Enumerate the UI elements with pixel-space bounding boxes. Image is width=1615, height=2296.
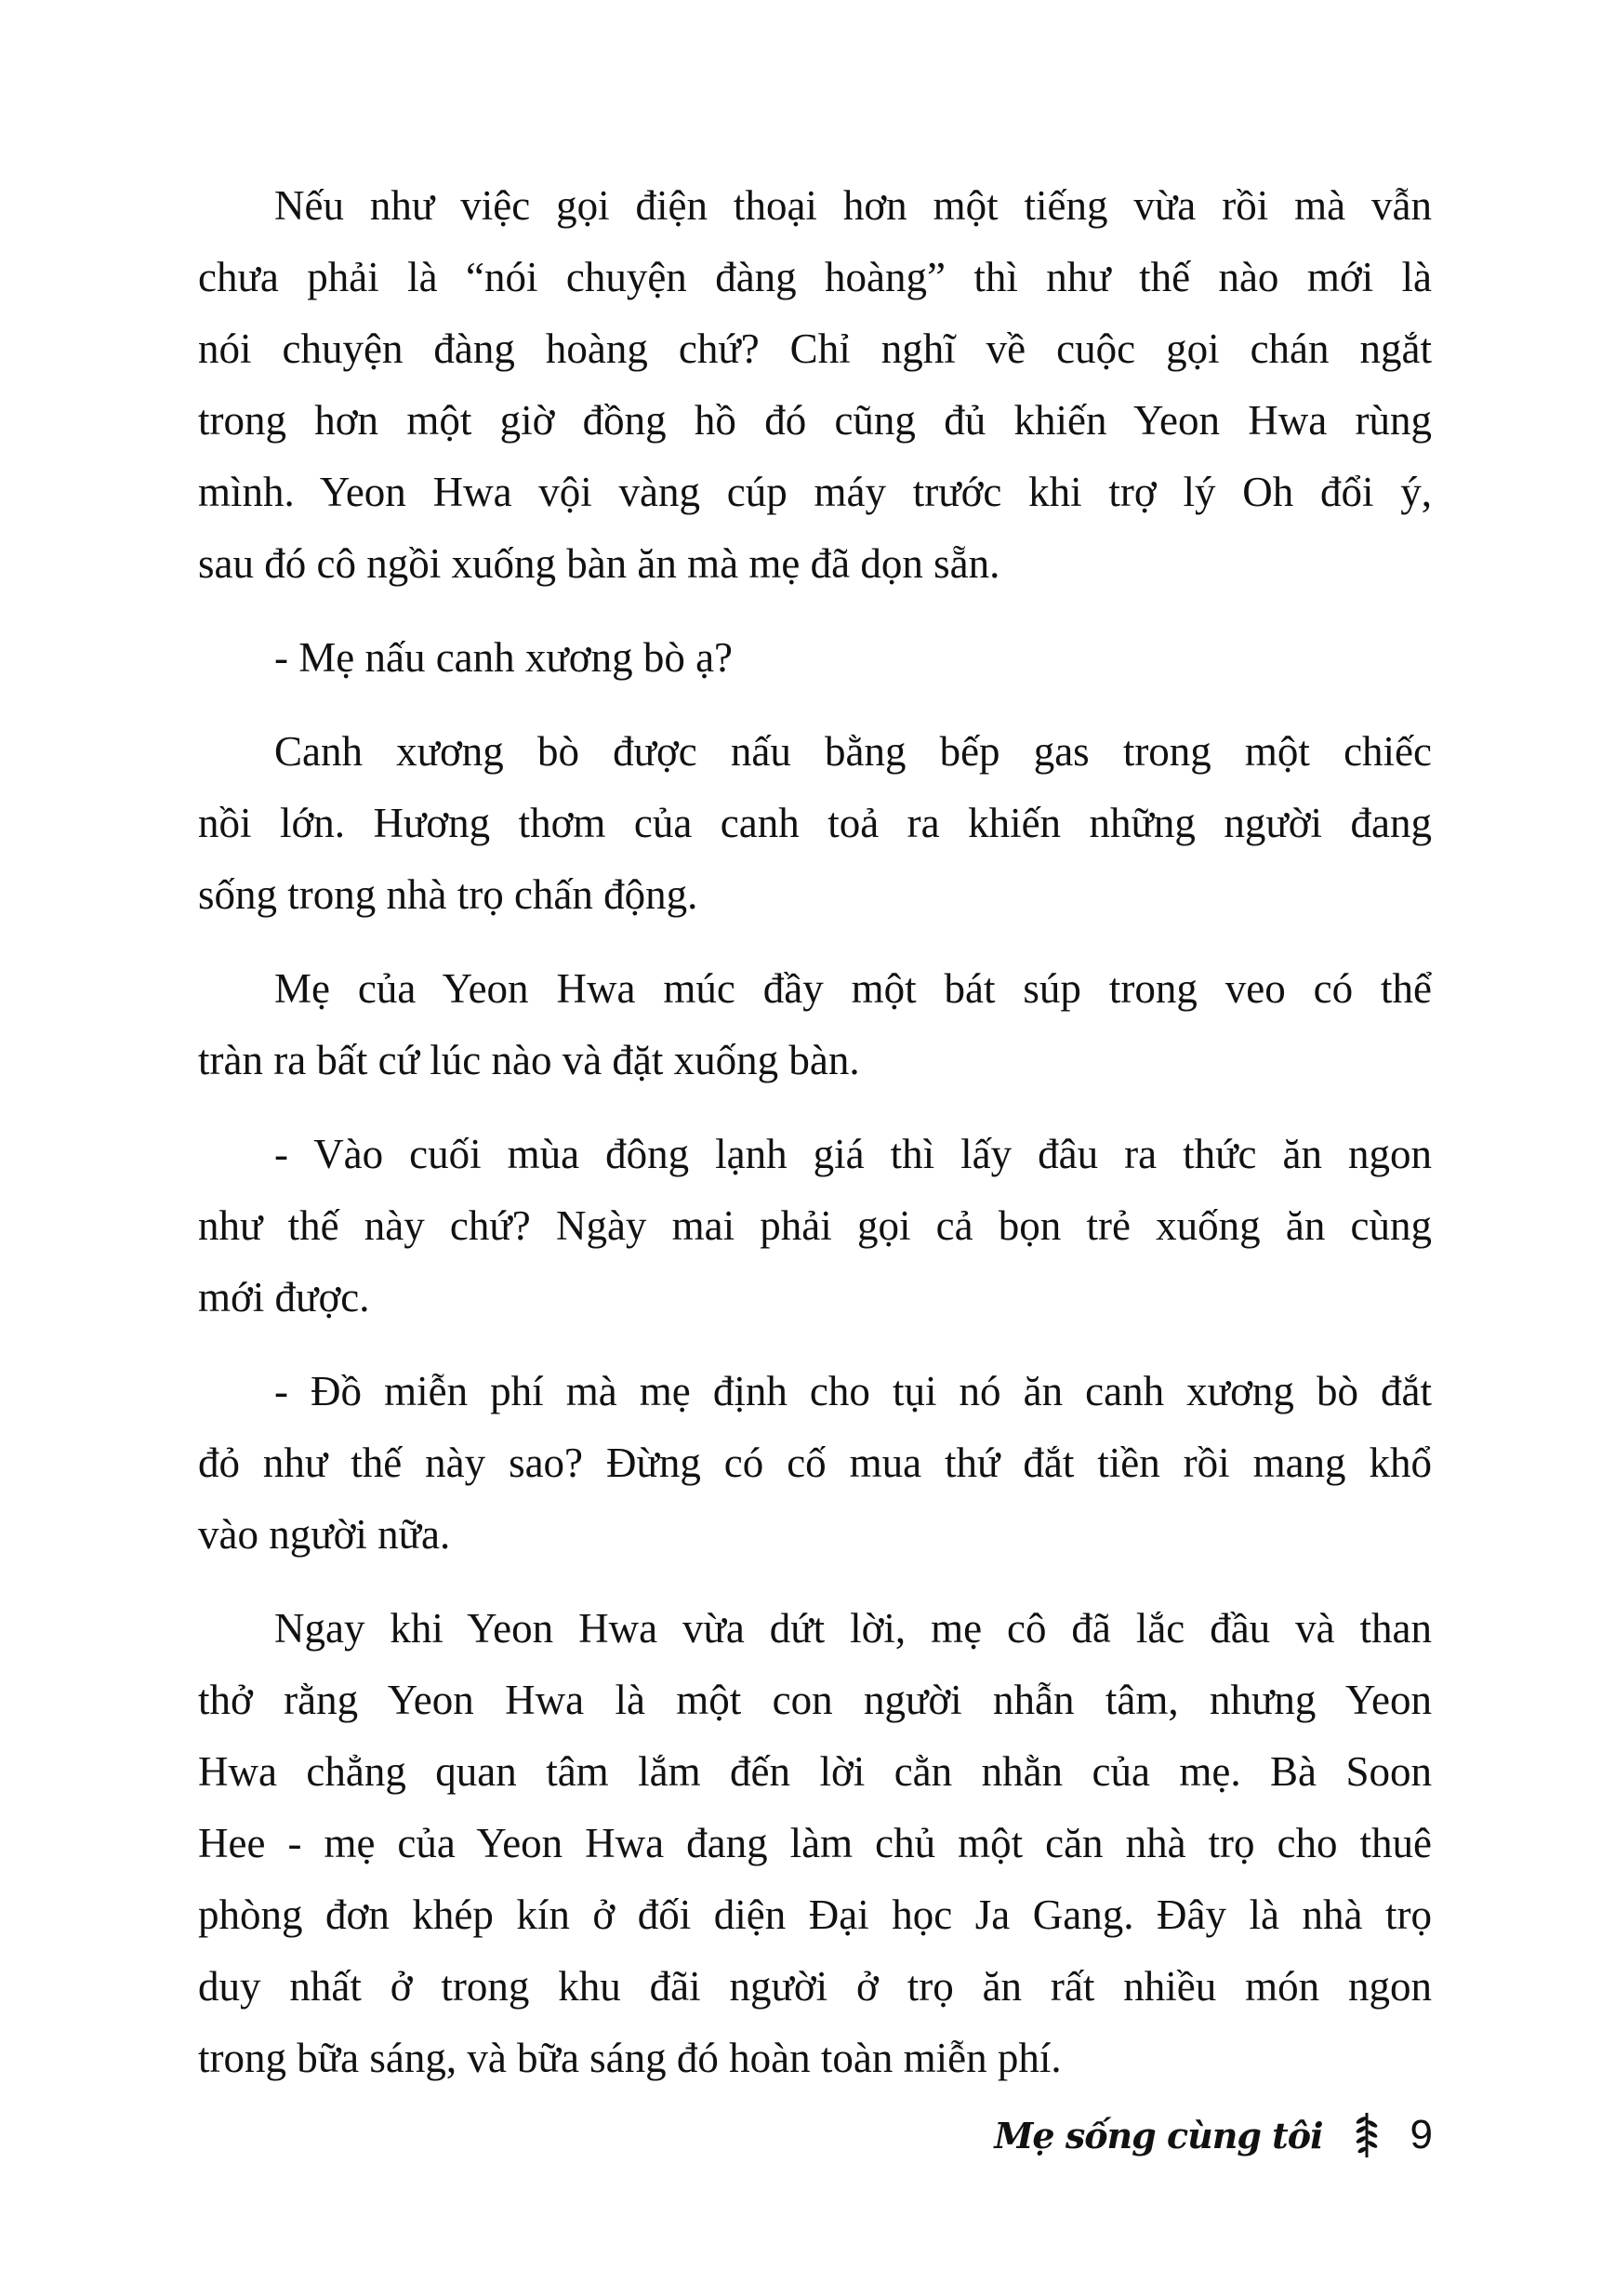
text-line: như thế này chứ? Ngày mai phải gọi cả bọn trẻ xuống ăn cùng — [198, 1202, 1432, 1249]
text-line: Canh xương bò được nấu bằng bếp gas trong một chiếc — [274, 728, 1432, 775]
paragraph — [198, 1593, 1432, 2094]
text-line: thở rằng Yeon Hwa là một con người nhẫn tâm, nhưng Yeon — [198, 1677, 1432, 1723]
text-line: duy nhất ở trong khu đãi người ở trọ ăn rất nhiều món ngon — [198, 1963, 1432, 2010]
paragraph — [198, 1356, 1432, 1571]
text-line: Ngay khi Yeon Hwa vừa dứt lời, mẹ cô đã lắc đầu và than — [274, 1605, 1432, 1652]
text-line: trong hơn một giờ đồng hồ đó cũng đủ khiến Yeon Hwa rùng — [198, 397, 1432, 444]
body-text — [198, 170, 1432, 2117]
text-line: Nếu như việc gọi điện thoại hơn một tiếng vừa rồi mà vẫn — [274, 182, 1432, 229]
paragraph — [198, 170, 1432, 600]
text-line: Hee - mẹ của Yeon Hwa đang làm chủ một căn nhà trọ cho thuê — [198, 1820, 1432, 1866]
text-line: mình. Yeon Hwa vội vàng cúp máy trước khi trợ lý Oh đổi ý, — [198, 469, 1432, 515]
paragraph — [198, 953, 1432, 1096]
text-line: đỏ như thế này sao? Đừng có cố mua thứ đắt tiền rồi mang khổ — [198, 1440, 1432, 1486]
text-line: chưa phải là “nói chuyện đàng hoàng” thì như thế nào mới là — [198, 254, 1432, 300]
text-line: phòng đơn khép kín ở đối diện Đại học Ja Gang. Đây là nhà trọ — [198, 1891, 1432, 1938]
page-footer — [994, 2111, 1433, 2159]
text-line: nồi lớn. Hương thơm của canh toả ra khiến những người đang — [198, 800, 1432, 846]
text-line: trong bữa sáng, và bữa sáng đó hoàn toàn miễn phí. — [198, 2035, 1062, 2081]
text-line: vào người nữa. — [198, 1511, 451, 1558]
text-line: tràn ra bất cứ lúc nào và đặt xuống bàn. — [198, 1037, 860, 1083]
text-line: Hwa chẳng quan tâm lắm đến lời cằn nhằn của mẹ. Bà Soon — [198, 1748, 1432, 1795]
paragraph — [198, 622, 1432, 694]
text-line: sau đó cô ngồi xuống bàn ăn mà mẹ đã dọn sẵn. — [198, 540, 1000, 587]
text-line: nói chuyện đàng hoàng chứ? Chỉ nghĩ về cuộc gọi chán ngắt — [198, 325, 1432, 372]
text-line: - Mẹ nấu canh xương bò ạ? — [274, 634, 734, 681]
page-number: 9 — [1410, 2112, 1433, 2157]
text-line: mới được. — [198, 1274, 370, 1321]
paragraph — [198, 716, 1432, 931]
text-line: - Đồ miễn phí mà mẹ định cho tụi nó ăn canh xương bò đắt — [274, 1368, 1432, 1414]
text-line: - Vào cuối mùa đông lạnh giá thì lấy đâu ra thức ăn ngon — [274, 1131, 1432, 1177]
leaf-icon — [1355, 2111, 1379, 2159]
paragraph — [198, 1119, 1432, 1334]
text-line: sống trong nhà trọ chấn động. — [198, 871, 698, 918]
running-title: Mẹ sống cùng tôi — [994, 2114, 1323, 2157]
text-line: Mẹ của Yeon Hwa múc đầy một bát súp trong veo có thể — [274, 965, 1432, 1012]
